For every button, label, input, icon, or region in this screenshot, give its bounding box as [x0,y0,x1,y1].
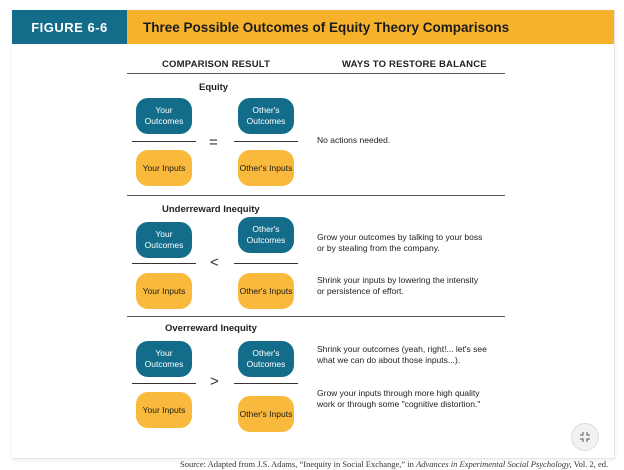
source-journal: Advances in Experimental Social Psychology, [416,459,572,469]
others-outcomes-bubble: Other's Outcomes [238,217,294,253]
your-outcomes-bubble: Your Outcomes [136,98,192,134]
your-outcomes-bubble: Your Outcomes [136,341,192,377]
action-text: Grow your outcomes by talking to your boss or by stealing from the company. [317,232,483,253]
header-divider [127,73,505,74]
section-title-overreward: Overreward Inequity [165,323,257,334]
fraction-line [234,383,298,384]
fraction-line [132,263,196,264]
your-inputs-bubble: Your Inputs [136,273,192,309]
figure-header [12,10,614,44]
action-text: Grow your inputs through more high quality work or through some "cognitive distortion." [317,388,481,409]
others-inputs-bubble: Other's Inputs [238,273,294,309]
source-citation [180,459,608,469]
others-inputs-bubble: Other's Inputs [238,150,294,186]
collapse-arrows-icon-glyph [579,431,591,443]
source-prefix: Source: Adapted from J.S. Adams, “Inequity in Social Exchange,” in [180,459,417,469]
section-divider [127,316,505,317]
section-title-equity: Equity [199,82,229,93]
comparison-symbol-equal: = [209,134,218,151]
others-inputs-bubble: Other's Inputs [238,396,294,432]
source-suffix: Vol. 2, ed. [571,459,609,469]
figure-title: Three Possible Outcomes of Equity Theory Comparisons [127,10,614,44]
action-text: No actions needed. [317,135,391,145]
your-outcomes-bubble: Your Outcomes [136,222,192,258]
action-text: Shrink your inputs by lowering the intensity or persistence of effort. [317,275,479,296]
fraction-line [132,383,196,384]
figure-panel [12,10,615,459]
comparison-symbol-greater-than: > [210,373,219,390]
collapse-arrows-icon[interactable] [571,423,599,451]
comparison-symbol-less-than: < [210,254,219,271]
your-inputs-bubble: Your Inputs [136,392,192,428]
column-header-restore: WAYS TO RESTORE BALANCE [342,59,487,70]
column-header-comparison: COMPARISON RESULT [162,59,271,70]
figure-label: FIGURE 6-6 [12,10,127,44]
others-outcomes-bubble: Other's Outcomes [238,98,294,134]
fraction-line [132,141,196,142]
section-title-underreward: Underreward Inequity [162,204,260,215]
section-divider [127,195,505,196]
fraction-line [234,263,298,264]
action-text: Shrink your outcomes (yeah, right!... let's see what we can do about those inputs...). [317,344,487,365]
others-outcomes-bubble: Other's Outcomes [238,341,294,377]
fraction-line [234,141,298,142]
your-inputs-bubble: Your Inputs [136,150,192,186]
